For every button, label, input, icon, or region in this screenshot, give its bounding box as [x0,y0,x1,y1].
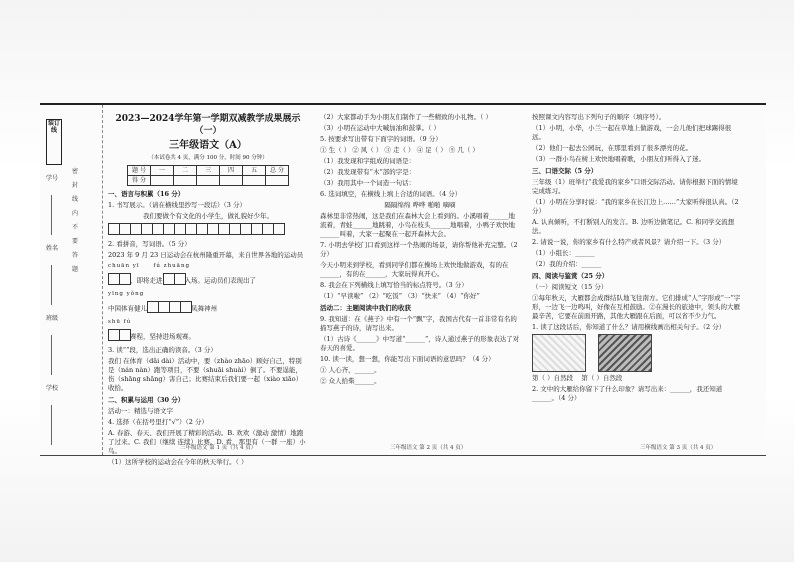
seal-stamp: 装订线 [46,119,62,165]
page-3-column [532,113,744,405]
question-5b: （3）小明在运动中大喊加油和鼓掌。（ ） [320,124,440,132]
class-line [51,335,52,375]
question-1: 1. 书写展示。（请在横线里抄写一段话）（3 分） [108,201,246,209]
score-header: 一 [151,166,174,176]
pinyin-4: shū fú [108,319,132,325]
question-10-text: （1）古诗《______》中写道“______”，诗人通过燕子的形象表达了对春天的喜爱。 [320,335,520,352]
sentence-fragment: 凤舞神州 [191,304,217,313]
name-label: 姓名 [46,245,59,252]
exam-note: （本试卷共 4 页，满分 100 分，时间 90 分钟） [148,155,268,161]
score-header: 总 分 [266,166,289,176]
question-12b: （2）他们一起去公园玩，在那里看到了很多漂亮的花。 [532,144,693,152]
school-label: 学校 [46,385,59,392]
illustration-2-caption: 第（ ）自然段 [581,374,623,382]
answer-grid[interactable] [108,273,130,288]
question-11: 10. 读一读，想一想，你能写出下面词语的意思吗？（4 分） [320,355,495,363]
pinyin-3: yīng yǒng [108,291,145,297]
question-2: 2. 看拼音，写词语。（5 分） [108,240,191,248]
score-cell[interactable] [174,176,197,186]
score-cell[interactable] [243,176,266,186]
sentence-fragment: 中国体育健儿 [108,304,147,313]
word-bank: 隔隔绵绵 哗哗 啪啪 嘀嘀 [384,201,456,209]
question-7-text: 森林里非常热闹，这是我们在森林大会上看到的。小溪唱着______地流着，青蛙______地跳着，小鸟在枝头______地唱着，小鸭子欢快地______叫着，大家一起聚在一起开森林大会。 [320,212,515,238]
writing-grid[interactable] [108,223,308,238]
answer-grid[interactable] [108,329,130,344]
question-12: 按照课文内容写出下列句子的顺序（填序号）。 [532,113,666,121]
question-15: 1. 读了这段话后，你知道了什么？请用横线画出相关句子。（2 分） [532,323,726,331]
question-13a: （1）小明在分享时说：“我的家乡在长江边上……”大家听得很认真。（2 分） [532,198,739,215]
question-4b: （1）这所学校的运动会在今年的秋天举行。（ ） [108,458,248,466]
question-12a: （1）小明，小华，小兰一起在草地上做游戏，一会儿他们把球踢得很远。 [532,124,732,141]
score-cell[interactable] [151,176,174,186]
question-10: 9. 我知道：在《燕子》中有一个“飘”字，我国古代有一首非常有名的描写燕子的诗，请写出来。 [320,315,517,332]
section-1-heading: 一、语言与积累（16 分） [108,190,185,198]
school-line [51,405,52,445]
exam-subtitle: 三年级语文（A） [169,140,247,151]
question-3-text: 我们 在体育（dǎi dài）活动中，要（zhào zhāo）顾好自己，特别是（nán nàn）跑等项目，不要（shuāi shuài）倒了。不要逞能，伤（shāng shāng）害自己；比赛结束后我们要一起（xiào xiāo）收拾。 [108,357,303,392]
question-8: 7. 小明去学校门口看到这样一个热闹的场景，请你帮他补充完整。（2 分） [320,241,518,258]
page-1-column [108,113,308,469]
score-label: 得 分 [128,176,151,186]
score-header: 五 [243,166,266,176]
sentence-fragment: 赛程，坚持进场观赛。 [130,332,195,341]
question-8-text: 今天小明来到学校，看到同学们都在操场上欢快地做游戏，有的在______，有的在______，大家玩得真开心。 [320,261,509,278]
score-cell[interactable] [220,176,243,186]
answer-grid[interactable] [163,273,185,288]
section-4-heading: 四、阅读与鉴赏（25 分） [532,272,609,280]
question-4-text: A. 春游、春天、我们开展了精彩的活动。B. 欢欢（激动 激情）地跑了过来。C. 我们（继续 连续）比赛。D. 看，那里有（一群 一座）小鸟。 [108,429,306,455]
question-6c: （3）我用其中一个词造一句话： [320,179,416,187]
question-14: 2. 请说一说，你的家乡有什么特产或者风景？请介绍一下。（3 分） [532,238,726,246]
question-6b: （2）我发现带有“木”部的字是： [320,168,416,176]
score-table [127,165,289,186]
question-7: 6. 选词填空，在横线上填上合适的词语。（4 分） [320,190,462,198]
question-11b: ② 众人拾柴______。 [320,377,381,385]
question-13b: A. 认真倾听，不打断别人的发言。B. 边听边做笔记。C. 和同学交流想法。 [532,218,735,235]
question-13: 三年级（1）班举行“我爱我的家乡”口语交际活动。请你根据下面的情境完成练习。 [532,178,738,195]
score-header: 三 [197,166,220,176]
activity-2: 活动二：主题阅读中我们的收获 [320,304,411,312]
pinyin-2: fú zhuāng [153,263,191,269]
binding-margin [40,105,103,455]
score-cell[interactable] [197,176,220,186]
question-9-text: （1）“早读啦” （2）“吃饭” （3）“快来” （4）“你好” [320,292,480,300]
section-3-heading: 三、口语交际（5 分） [532,167,598,175]
section-2-heading: 二、积累与运用（30 分） [108,396,185,404]
question-6a: （1）我发现和字组成的词语是： [320,157,416,165]
student-id-line [51,195,52,235]
reading-1-heading: （一）阅读短文（15 分） [532,283,608,291]
question-14b: （2）我的介绍：______ [532,260,602,268]
exam-title: 2023—2024学年第一学期双减教学成果展示（一） [115,114,301,136]
exam-sheet [40,103,766,466]
pinyin-1: chuān yī [108,263,140,269]
question-4: 4. 选择（在括号里打“√”）（2 分） [108,418,209,426]
question-11a: ① 人心齐，______。 [320,366,381,374]
illustration-flock [532,334,586,372]
student-id-label: 学号 [46,175,59,182]
class-label: 班级 [46,315,59,322]
score-header: 四 [220,166,243,176]
score-cell[interactable] [266,176,289,186]
answer-grid[interactable] [147,301,191,316]
name-line [51,265,52,305]
question-6: 5. 按要求写出带有下面字的词语。（9 分） [320,135,442,143]
sentence-fragment: 入场。运动员们表现出了 [184,276,256,285]
page-1-footer: 三年级语文 第 1 页（共 4 页） [180,445,257,451]
question-14a: （1）小组长：______ [532,249,595,257]
score-header: 二 [174,166,197,176]
question-5a: （2）大家都动手为小朋友们制作了一些精致的小礼物。（ ） [320,113,492,121]
illustration-1-caption: 第（ ）自然段 [532,374,574,382]
score-header: 题 号 [128,166,151,176]
question-9: 8. 我会在下列横线上填写恰当的标点符号。（3 分） [320,281,468,289]
illustration-tree [598,334,652,372]
question-3: 3. 读“”段，选出正确的读音。（3 分） [108,346,217,354]
reading-text: ①每年秋天，大雁都会成群结队地飞往南方。它们排成“人”字形或“一”字形，一边飞一边鸣叫，好像在互相鼓励。②在漫长的旅途中，领头的大雁最辛苦，它要在前面开路，其他大雁跟在后面，可以省不少力气。 [532,294,741,320]
sentence-fragment: ，即将走进 [130,276,163,285]
copy-text: 我们要做个有文化的小学生，做礼貌好少年。 [143,212,273,220]
page-2-footer: 三年级语文 第 2 页（共 4 页） [390,445,467,451]
activity-1: 活动一：精选与语文字 [108,407,173,415]
page-3-footer: 三年级语文 第 3 页（共 4 页） [640,445,717,451]
question-6-line: ① 生（ ） ② 风（ ） ③ 走（ ） ④ 足（ ） ⑤ 几（ ） [320,146,479,154]
seal-warning: 密封线内不要答题 [71,168,78,273]
question-2-intro: 2023 年 9 月 23 日运动会在杭州隆重开幕，来自世界各地的运动员 [108,251,304,259]
page-2-column [320,113,520,388]
question-12c: （3）一群小鸟在树上欢快地唱着歌，小朋友们听得入了迷。 [532,155,706,163]
question-16: 2. 文中的大雁给你留下了什么印象？请写出来：______，我还知道______。（4 分） [532,385,723,402]
